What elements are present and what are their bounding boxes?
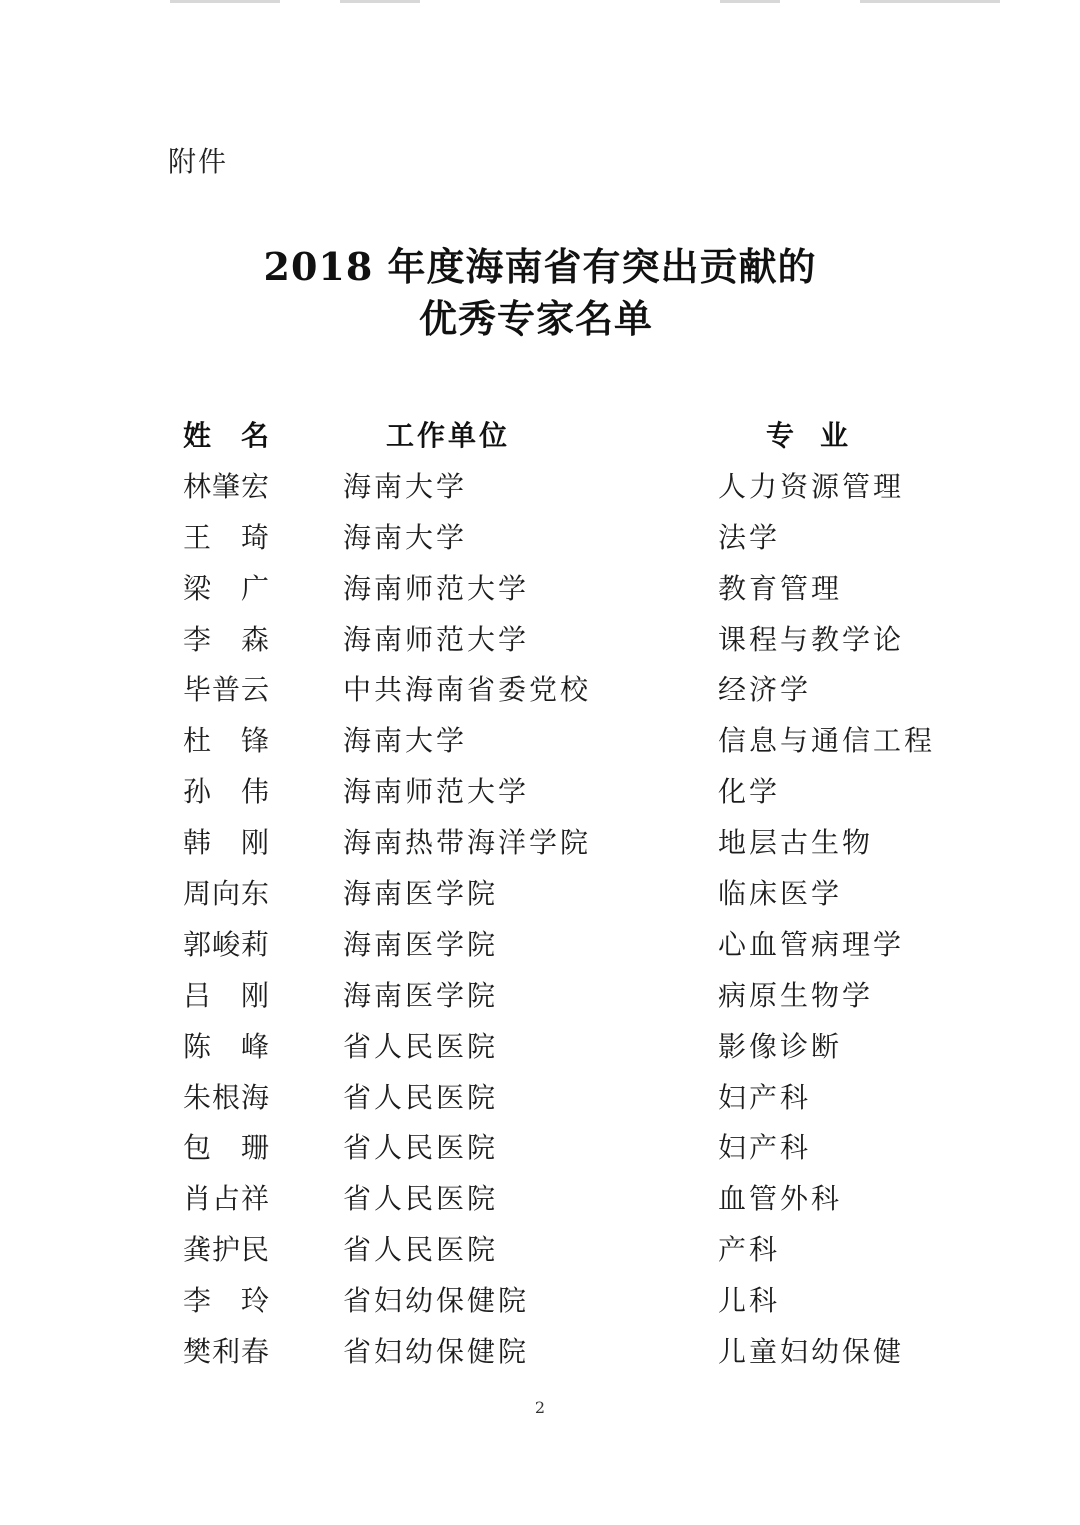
expert-name-char: 珊 xyxy=(240,1131,269,1165)
table-row xyxy=(0,618,1080,669)
expert-name-char: 民 xyxy=(240,1233,269,1267)
work-unit: 省人民医院 xyxy=(343,1029,499,1063)
work-unit: 中共海南省委党校 xyxy=(343,673,592,707)
work-unit: 海南师范大学 xyxy=(343,571,530,605)
specialty: 血管外科 xyxy=(718,1182,843,1216)
expert-name-char: 峻 xyxy=(211,927,240,961)
table-row xyxy=(0,465,1080,516)
table-row xyxy=(0,770,1080,821)
specialty: 经济学 xyxy=(718,673,812,707)
expert-name-char: 刚 xyxy=(240,826,269,860)
specialty: 课程与教学论 xyxy=(718,622,905,656)
work-unit: 海南医学院 xyxy=(343,927,499,961)
expert-name xyxy=(183,1177,269,1221)
specialty: 产科 xyxy=(718,1233,781,1267)
expert-name-char: 森 xyxy=(240,622,269,656)
header-name-char: 姓 xyxy=(183,419,212,452)
expert-name-char: 云 xyxy=(240,673,269,707)
table-row xyxy=(0,668,1080,719)
table-row xyxy=(0,567,1080,618)
work-unit: 海南师范大学 xyxy=(343,622,530,656)
header-name-char: 名 xyxy=(240,419,269,452)
work-unit: 海南医学院 xyxy=(343,978,499,1012)
expert-name-char: 普 xyxy=(211,673,240,707)
specialty: 法学 xyxy=(718,520,781,554)
specialty: 信息与通信工程 xyxy=(718,724,936,758)
specialty: 人力资源管理 xyxy=(718,469,905,503)
expert-name-char: 龚 xyxy=(183,1233,212,1267)
expert-name xyxy=(183,974,269,1018)
expert-name-char: 宏 xyxy=(240,469,269,503)
expert-name-char: 毕 xyxy=(183,673,212,707)
work-unit: 海南大学 xyxy=(343,724,468,758)
expert-name-char: 梁 xyxy=(183,571,212,605)
document-title-line-1: 2018 年度海南省有突出贡献的 xyxy=(263,244,817,289)
work-unit: 海南热带海洋学院 xyxy=(343,826,592,860)
expert-name-char: 琦 xyxy=(240,520,269,554)
expert-name-char: 刚 xyxy=(240,978,269,1012)
page-number: 2 xyxy=(534,1398,546,1417)
scan-artifact xyxy=(170,0,280,3)
specialty: 影像诊断 xyxy=(718,1029,843,1063)
expert-name-char: 护 xyxy=(211,1233,240,1267)
expert-name-char: 林 xyxy=(183,469,212,503)
expert-name-char: 韩 xyxy=(183,826,212,860)
expert-name xyxy=(183,668,269,712)
expert-list-table xyxy=(0,414,1080,1381)
document-title-line-2: 优秀专家名单 xyxy=(418,296,653,341)
table-row xyxy=(0,974,1080,1025)
table-row xyxy=(0,1025,1080,1076)
specialty: 化学 xyxy=(718,775,781,809)
scan-artifact xyxy=(340,0,420,3)
expert-name-char: 根 xyxy=(211,1080,240,1114)
expert-name-char: 李 xyxy=(183,622,212,656)
expert-name-char: 陈 xyxy=(183,1029,212,1063)
specialty: 妇产科 xyxy=(718,1080,812,1114)
expert-name xyxy=(183,719,269,763)
work-unit: 省人民医院 xyxy=(343,1131,499,1165)
scan-artifact xyxy=(860,0,1000,3)
expert-name xyxy=(183,872,269,916)
expert-name-char: 祥 xyxy=(240,1182,269,1216)
expert-name-char: 利 xyxy=(211,1335,240,1369)
table-row xyxy=(0,1330,1080,1381)
specialty: 心血管病理学 xyxy=(718,927,905,961)
attachment-label: 附件 xyxy=(168,145,229,178)
expert-name-char: 樊 xyxy=(183,1335,212,1369)
table-row xyxy=(0,872,1080,923)
expert-name xyxy=(183,1330,269,1374)
specialty: 儿童妇幼保健 xyxy=(718,1335,905,1369)
expert-name-char: 占 xyxy=(211,1182,240,1216)
table-row xyxy=(0,1076,1080,1127)
work-unit: 海南大学 xyxy=(343,469,468,503)
expert-name-char: 郭 xyxy=(183,927,212,961)
expert-name xyxy=(183,923,269,967)
expert-name-char: 吕 xyxy=(183,978,212,1012)
header-unit: 工作单位 xyxy=(386,419,511,452)
header-major-char: 业 xyxy=(819,419,848,452)
expert-name xyxy=(183,618,269,662)
expert-name-char: 春 xyxy=(240,1335,269,1369)
expert-name-char: 朱 xyxy=(183,1080,212,1114)
expert-name xyxy=(183,1076,269,1120)
table-row xyxy=(0,1279,1080,1330)
expert-name-char: 肇 xyxy=(211,469,240,503)
specialty: 临床医学 xyxy=(718,877,843,911)
expert-name-char: 海 xyxy=(240,1080,269,1114)
specialty: 儿科 xyxy=(718,1284,781,1318)
work-unit: 海南师范大学 xyxy=(343,775,530,809)
expert-name xyxy=(183,1279,269,1323)
expert-name-char: 肖 xyxy=(183,1182,212,1216)
table-row xyxy=(0,1126,1080,1177)
specialty: 地层古生物 xyxy=(718,826,874,860)
expert-name xyxy=(183,516,269,560)
work-unit: 省人民医院 xyxy=(343,1182,499,1216)
expert-name-char: 广 xyxy=(240,571,269,605)
expert-name-char: 包 xyxy=(183,1131,212,1165)
expert-name xyxy=(183,1126,269,1170)
specialty: 病原生物学 xyxy=(718,978,874,1012)
expert-name xyxy=(183,567,269,611)
expert-name-char: 李 xyxy=(183,1284,212,1318)
table-row xyxy=(0,719,1080,770)
expert-name xyxy=(183,465,269,509)
expert-name-char: 伟 xyxy=(240,775,269,809)
work-unit: 省人民医院 xyxy=(343,1080,499,1114)
work-unit: 海南医学院 xyxy=(343,877,499,911)
work-unit: 省人民医院 xyxy=(343,1233,499,1267)
table-row xyxy=(0,923,1080,974)
header-major-char: 专 xyxy=(766,419,795,452)
work-unit: 省妇幼保健院 xyxy=(343,1284,530,1318)
work-unit: 省妇幼保健院 xyxy=(343,1335,530,1369)
header-name xyxy=(183,414,269,458)
expert-name-char: 东 xyxy=(240,877,269,911)
table-row xyxy=(0,1228,1080,1279)
expert-name-char: 孙 xyxy=(183,775,212,809)
table-body xyxy=(0,465,1080,1381)
header-major xyxy=(766,414,848,458)
table-row xyxy=(0,1177,1080,1228)
table-row xyxy=(0,821,1080,872)
scan-artifact xyxy=(720,0,780,3)
expert-name-char: 杜 xyxy=(183,724,212,758)
expert-name xyxy=(183,770,269,814)
expert-name xyxy=(183,1025,269,1069)
expert-name-char: 莉 xyxy=(240,927,269,961)
table-header-row xyxy=(0,414,1080,465)
expert-name-char: 峰 xyxy=(240,1029,269,1063)
expert-name-char: 锋 xyxy=(240,724,269,758)
expert-name xyxy=(183,821,269,865)
specialty: 教育管理 xyxy=(718,571,843,605)
expert-name-char: 玲 xyxy=(240,1284,269,1318)
expert-name-char: 向 xyxy=(211,877,240,911)
table-row xyxy=(0,516,1080,567)
expert-name xyxy=(183,1228,269,1272)
expert-name-char: 王 xyxy=(183,520,212,554)
specialty: 妇产科 xyxy=(718,1131,812,1165)
work-unit: 海南大学 xyxy=(343,520,468,554)
expert-name-char: 周 xyxy=(183,877,212,911)
